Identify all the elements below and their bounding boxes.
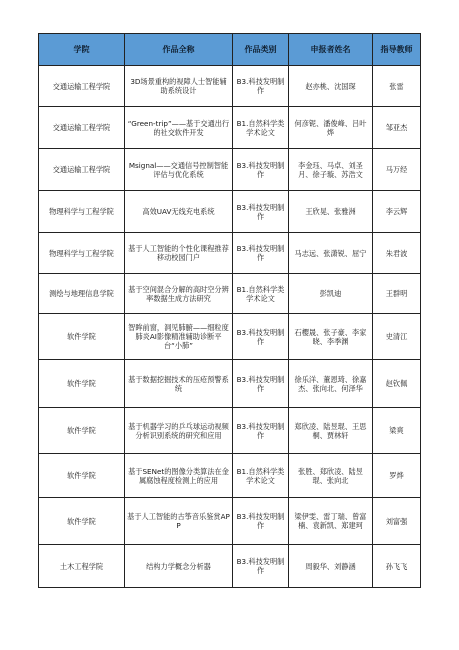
header-title: 作品全称 (125, 34, 233, 66)
table-row (39, 360, 421, 408)
cell-college: 软件学院 (39, 408, 125, 454)
cell-applicants: 徐乐洋、董恩琦、徐嘉杰、张向北、何泽华 (289, 360, 373, 408)
project-table (38, 33, 421, 588)
cell-advisor: 李云辉 (373, 191, 421, 233)
cell-title: Msignal——交通信号控制智能评估与优化系统 (125, 149, 233, 191)
cell-category: B3.科技发明制作 (233, 191, 289, 233)
table-row (39, 454, 421, 498)
cell-applicants: 王欣晃、张雅洲 (289, 191, 373, 233)
cell-category: B1.自然科学类学术论文 (233, 454, 289, 498)
award-table-sheet (38, 33, 420, 588)
cell-category: B3.科技发明制作 (233, 545, 289, 588)
cell-title: 基于人工智能的古筝音乐鉴赏APP (125, 498, 233, 545)
cell-advisor: 史清江 (373, 314, 421, 360)
cell-title: 基于空间混合分解的高时空分辨率数据生成方法研究 (125, 274, 233, 314)
cell-college: 物理科学与工程学院 (39, 233, 125, 274)
cell-advisor: 朱君波 (373, 233, 421, 274)
cell-college: 软件学院 (39, 314, 125, 360)
cell-advisor: 罗烨 (373, 454, 421, 498)
cell-advisor: 张雷 (373, 66, 421, 107)
cell-category: B3.科技发明制作 (233, 360, 289, 408)
cell-college: 物理科学与工程学院 (39, 191, 125, 233)
cell-advisor: 邹亚杰 (373, 107, 421, 149)
cell-title: 基于机器学习的乒乓球运动视频分析识别系统的研究和应用 (125, 408, 233, 454)
cell-advisor: 马万经 (373, 149, 421, 191)
cell-college: 软件学院 (39, 498, 125, 545)
cell-applicants: 马志远、张潇锐、屈宁 (289, 233, 373, 274)
cell-category: B3.科技发明制作 (233, 498, 289, 545)
header-category: 作品类别 (233, 34, 289, 66)
cell-applicants: 周毅华、刘静涵 (289, 545, 373, 588)
cell-category: B1.自然科学类学术论文 (233, 274, 289, 314)
cell-college: 交通运输工程学院 (39, 66, 125, 107)
table-row (39, 545, 421, 588)
cell-applicants: 梁伊雯、雷丁瑞、曾富楠、袁新凯、郑建珂 (289, 498, 373, 545)
cell-category: B1.自然科学类学术论文 (233, 107, 289, 149)
table-row (39, 107, 421, 149)
cell-title: 智眸前窗，洞见肺腑——细粒度肺炎AI影像精准辅助诊断平台“小肺” (125, 314, 233, 360)
cell-applicants: 李金珏、马卓、刘圣月、徐子璇、苏浩文 (289, 149, 373, 191)
cell-category: B3.科技发明制作 (233, 314, 289, 360)
table-row (39, 408, 421, 454)
cell-college: 软件学院 (39, 360, 125, 408)
table-row (39, 66, 421, 107)
cell-advisor: 赵钦佩 (373, 360, 421, 408)
table-row (39, 233, 421, 274)
cell-applicants: 张胜、郑欣凌、陆昱琨、张向北 (289, 454, 373, 498)
header-college: 学院 (39, 34, 125, 66)
cell-title: 基于数据挖掘技术的压疮预警系统 (125, 360, 233, 408)
header-advisor: 指导教师 (373, 34, 421, 66)
cell-applicants: 彭凯迪 (289, 274, 373, 314)
cell-college: 测绘与地理信息学院 (39, 274, 125, 314)
table-row (39, 314, 421, 360)
cell-college: 交通运输工程学院 (39, 149, 125, 191)
cell-advisor: 王群明 (373, 274, 421, 314)
cell-title: 结构力学概念分析器 (125, 545, 233, 588)
cell-advisor: 梁爽 (373, 408, 421, 454)
cell-category: B3.科技发明制作 (233, 233, 289, 274)
cell-category: B3.科技发明制作 (233, 149, 289, 191)
cell-applicants: 郑欣凌、陆昱琨、王思桐、贾林轩 (289, 408, 373, 454)
table-row (39, 274, 421, 314)
cell-title: 基于人工智能的个性化课程推荐移动校园门户 (125, 233, 233, 274)
cell-applicants: 何彦铌、潘俊峰、吕叶烨 (289, 107, 373, 149)
cell-college: 土木工程学院 (39, 545, 125, 588)
table-row (39, 149, 421, 191)
cell-title: 基于SENet的图像分类算法在金属腐蚀程度检测上的应用 (125, 454, 233, 498)
cell-title: 3D场景重构的视障人士智能辅助系统设计 (125, 66, 233, 107)
cell-college: 交通运输工程学院 (39, 107, 125, 149)
header-applicants: 申报者姓名 (289, 34, 373, 66)
cell-advisor: 刘富强 (373, 498, 421, 545)
cell-title: 高效UAV无线充电系统 (125, 191, 233, 233)
cell-title: “Green-trip”——基于交通出行的社交软件开发 (125, 107, 233, 149)
cell-college: 软件学院 (39, 454, 125, 498)
cell-applicants: 赵亦桃、沈国琛 (289, 66, 373, 107)
cell-applicants: 石樱晟、张子豪、李家晓、李季渊 (289, 314, 373, 360)
table-header-row (39, 34, 421, 66)
cell-category: B3.科技发明制作 (233, 408, 289, 454)
cell-advisor: 孙飞飞 (373, 545, 421, 588)
table-row (39, 498, 421, 545)
cell-category: B3.科技发明制作 (233, 66, 289, 107)
table-row (39, 191, 421, 233)
